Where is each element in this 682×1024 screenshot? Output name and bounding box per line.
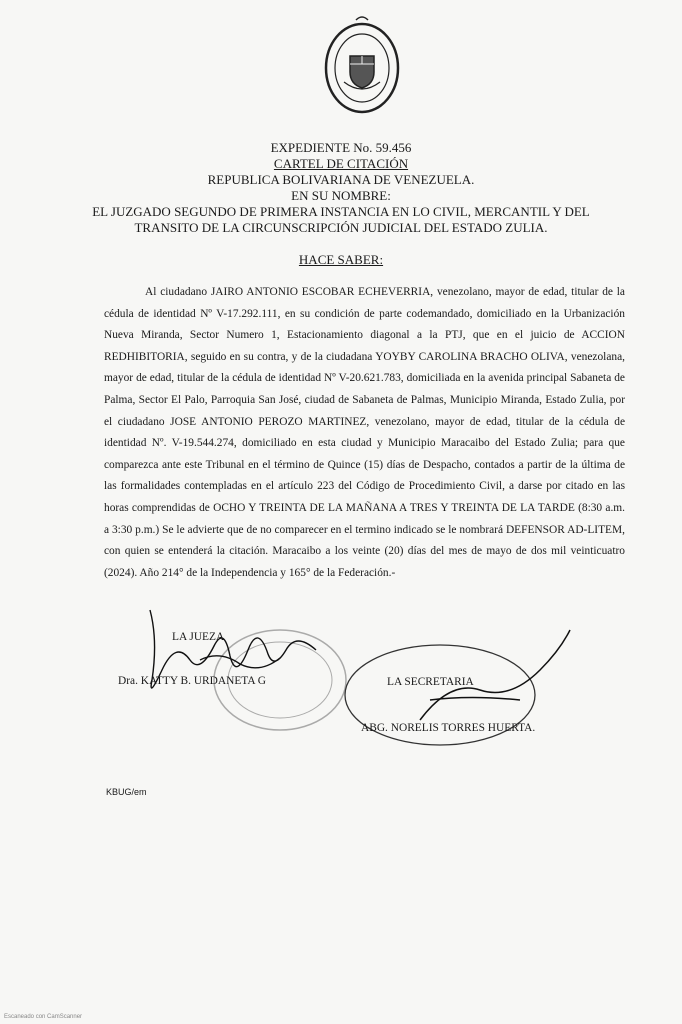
citation-body: Al ciudadano JAIRO ANTONIO ESCOBAR ECHEVERRIA, venezolano, mayor de edad, titular de la cédula de identidad Nº V-17.292.111, en su condición de parte codemandado, domiciliado en la Urbanización Nueva Miranda, Sector Numero 1, Estacionamiento diagonal a la PTJ, que en el juicio de ACCION REDHIBITORIA, seguido en su contra, y de la ciudadana YOYBY CAROLINA BRACHO OLIVA, venezolana, mayor de edad, titular de la cédula de identidad Nº V-20.621.783, domiciliada en la avenida principal Sabaneta de Palma, Sector El Palo, Parroquia San José, ciudad de Sabaneta de Palmas, Municipio Miranda, Estado Zulia, por el ciudadano JOSE ANTONIO PEROZO MARTINEZ, venezolano, mayor de edad, titular de la cédula de identidad Nº. V-19.544.274, domiciliado en esta ciudad y Municipio Maracaibo del Estado Zulia; para que comparezca ante este Tribunal en el término de Quince (15) días de Despacho, contados a partir de la última de las formalidades contempladas en el artículo 223 del Código de Procedimiento Civil, a darse por citado en las horas comprendidas de OCHO Y TREINTA DE LA MAÑANA A TRES Y TREINTA DE LA TARDE (8:30 a.m. a 3:30 p.m.) Se le advierte que de no comparecer en el termino indicado se le nombrará DEFENSOR AD-LITEM, con quien se entenderá la citación. Maracaibo a los veinte (20) días del mes de mayo de dos mil veinticuatro (2024). Año 214° de la Independencia y 165° de la Federación.- — [104, 286, 625, 579]
en-su-nombre-line: EN SU NOMBRE: — [291, 188, 391, 203]
judge-label: LA JUEZA — [172, 631, 225, 643]
secretary-name: ABG. NORELIS TORRES HUERTA. — [361, 722, 536, 734]
secretary-label: LA SECRETARIA — [387, 676, 474, 688]
judge-name: Dra. KATTY B. URDANETA G — [118, 675, 266, 687]
hace-saber-heading: HACE SABER: — [298, 252, 384, 267]
juzgado-line-1: EL JUZGADO SEGUNDO DE PRIMERA INSTANCIA EN LO CIVIL, MERCANTIL Y DEL — [92, 204, 590, 219]
initials: KBUG/em — [106, 787, 147, 797]
cartel-title: CARTEL DE CITACIÓN — [273, 156, 409, 171]
secretary-signature — [420, 630, 570, 720]
juzgado-line-2: TRANSITO DE LA CIRCUNSCRIPCIÓN JUDICIAL DEL ESTADO ZULIA. — [134, 220, 548, 235]
scanner-footer: Escaneado con CamScanner — [4, 1014, 83, 1020]
republica-line: REPUBLICA BOLIVARIANA DE VENEZUELA. — [207, 172, 475, 187]
expediente-number: EXPEDIENTE No. 59.456 — [270, 140, 412, 155]
